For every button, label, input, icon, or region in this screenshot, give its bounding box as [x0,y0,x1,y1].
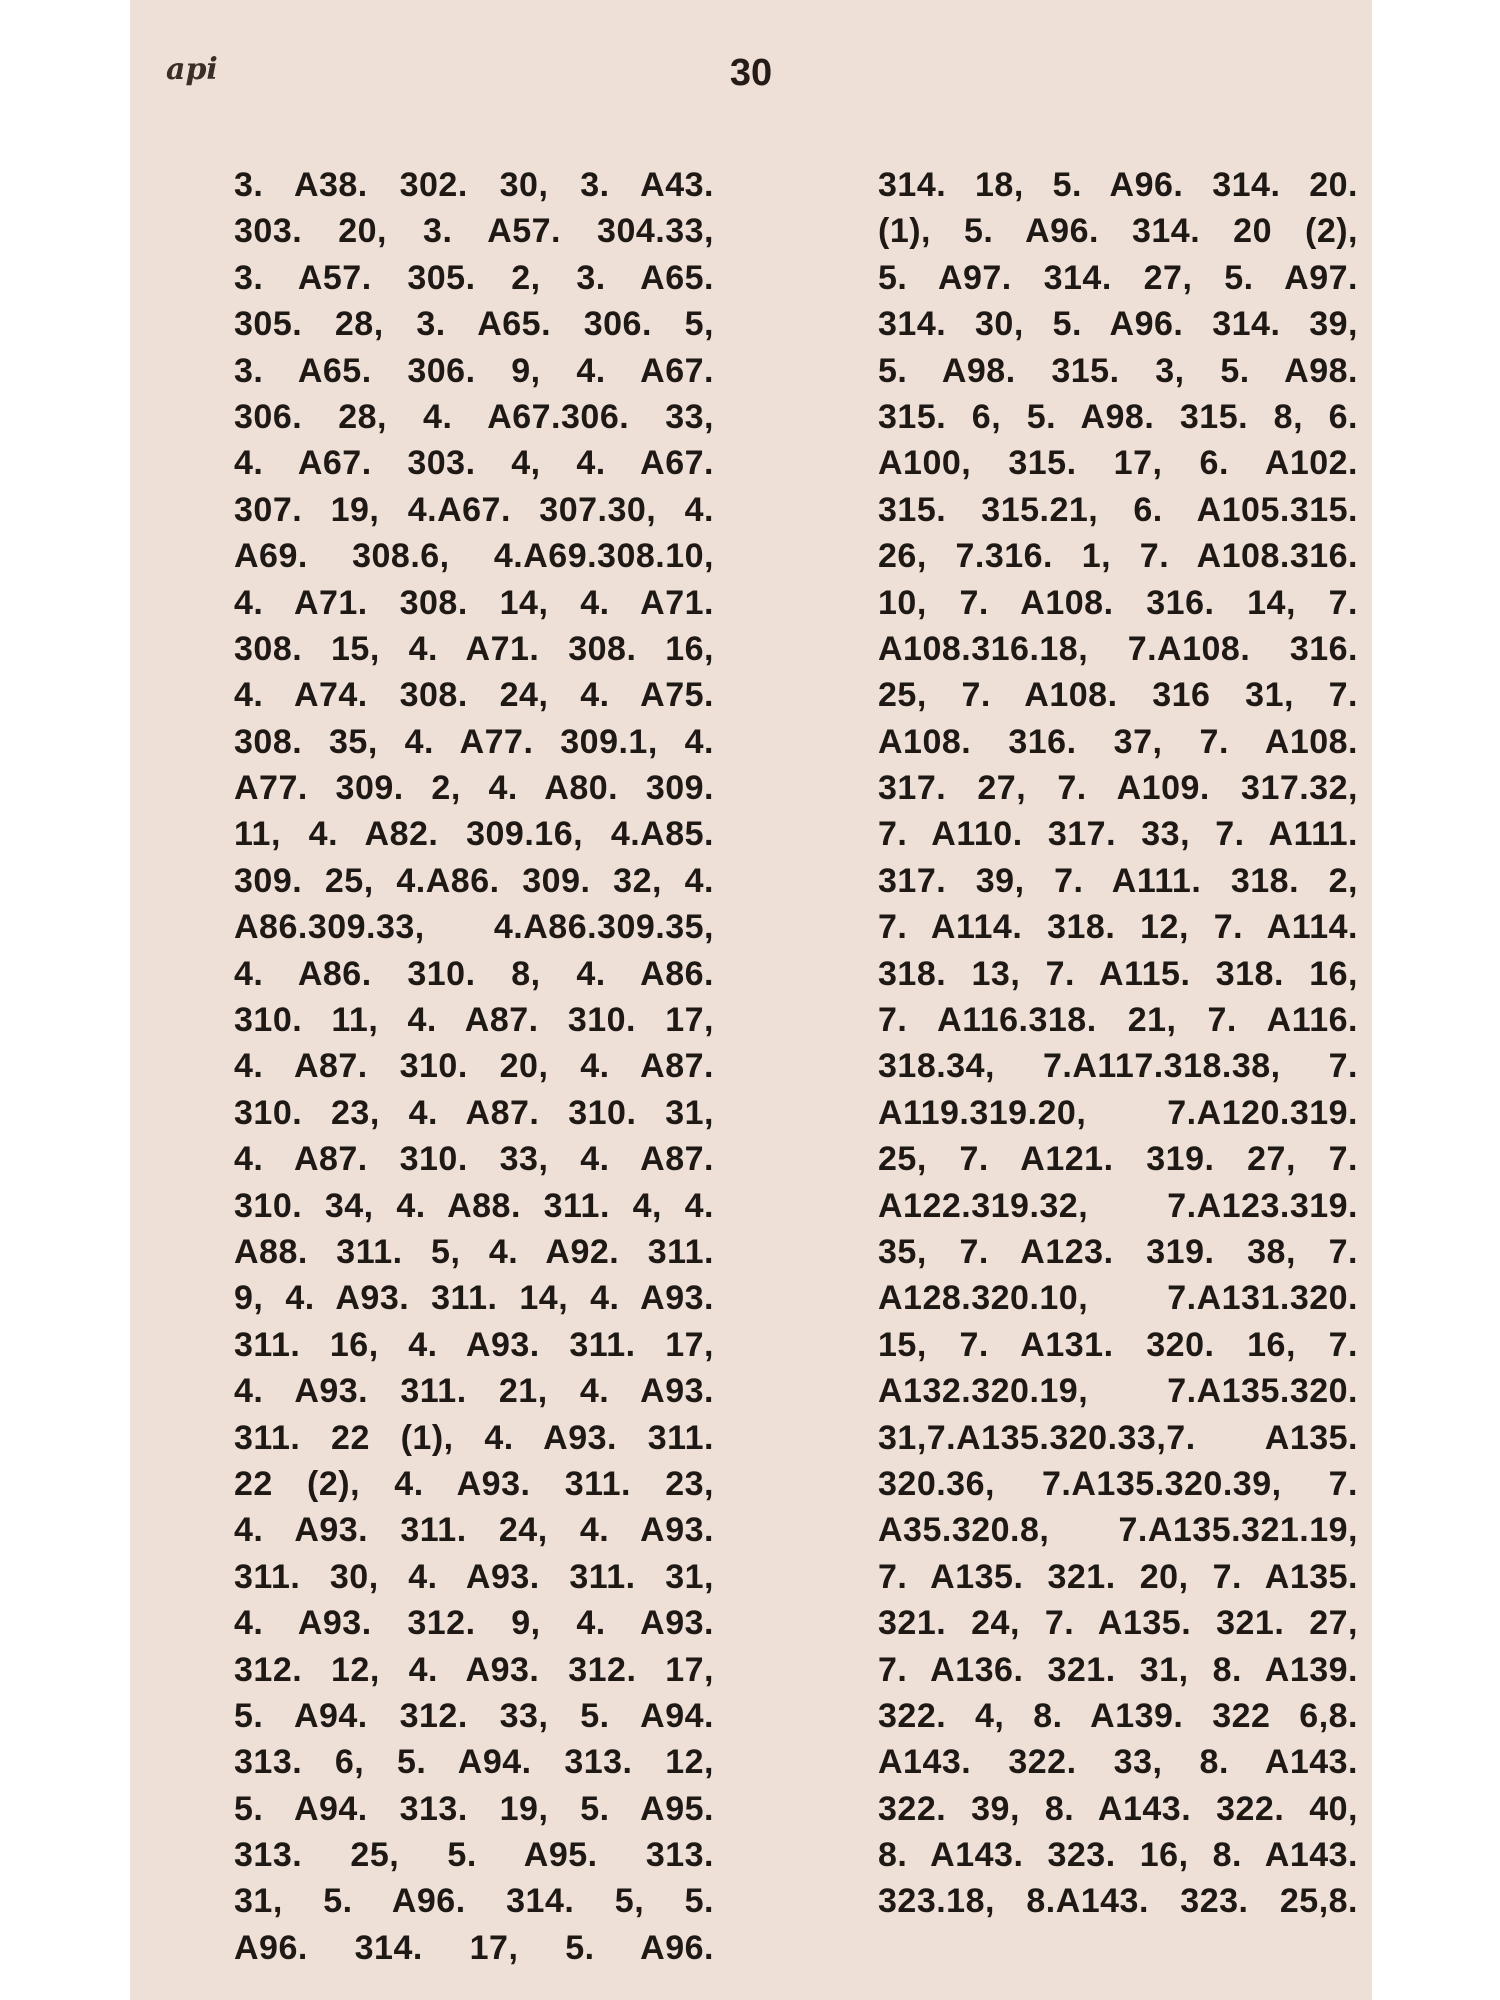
index-line: 3. A38. 302. 30, 3. A43. [234,166,714,204]
index-line: 322. 39, 8. A143. 322. 40, [878,1789,1358,1828]
index-line: 313. 6, 5. A94. 313. 12, [234,1743,714,1782]
index-line: 7. A116.318. 21, 7. A116. [878,1001,1358,1040]
page-number: 30 [729,52,773,94]
index-line: 317. 39, 7. A111. 318. 2, [878,861,1358,900]
index-line: 321. 24, 7. A135. 321. 27, [878,1604,1358,1643]
left-column [234,162,714,1971]
index-line: A108. 316. 37, 7. A108. [878,722,1358,761]
index-line: 4. A87. 310. 20, 4. A87. [234,1047,714,1086]
index-line: 7. A114. 318. 12, 7. A114. [878,908,1358,947]
index-line: 5. A94. 312. 33, 5. A94. [234,1696,714,1735]
index-line: 320.36, 7.A135.320.39, 7. [878,1464,1358,1503]
index-line: 311. 16, 4. A93. 311. 17, [234,1325,714,1364]
index-line: 310. 34, 4. A88. 311. 4, 4. [234,1186,714,1225]
index-line: 317. 27, 7. A109. 317.32, [878,769,1358,808]
index-line: 311. 22 (1), 4. A93. 311. [234,1418,714,1457]
index-line: A143. 322. 33, 8. A143. [878,1743,1358,1782]
index-line: 10, 7. A108. 316. 14, 7. [878,583,1358,622]
index-line: 31, 5. A96. 314. 5, 5. [234,1882,714,1921]
index-line: 315. 6, 5. A98. 315. 8, 6. [878,397,1358,436]
index-line: 4. A87. 310. 33, 4. A87. [234,1140,714,1179]
index-line: 8. A143. 323. 16, 8. A143. [878,1836,1358,1875]
index-line: A35.320.8, 7.A135.321.19, [878,1511,1358,1550]
index-line: 308. 15, 4. A71. 308. 16, [234,629,714,668]
index-line: A77. 309. 2, 4. A80. 309. [234,769,714,808]
index-line: (1), 5. A96. 314. 20 (2), [878,212,1358,251]
index-line: 3. A57. 305. 2, 3. A65. [234,258,714,297]
index-line: 303. 20, 3. A57. 304.33, [234,212,714,251]
index-line: 313. 25, 5. A95. 313. [234,1836,714,1875]
index-line: 4. A74. 308. 24, 4. A75. [234,676,714,715]
index-line: 318.34, 7.A117.318.38, 7. [878,1047,1358,1086]
index-line: 315. 315.21, 6. A105.315. [878,490,1358,529]
index-line: 25, 7. A121. 319. 27, 7. [878,1140,1358,1179]
index-line: 7. A110. 317. 33, 7. A111. [878,815,1358,854]
index-line: 310. 23, 4. A87. 310. 31, [234,1093,714,1132]
index-line: 25, 7. A108. 316 31, 7. [878,676,1358,715]
index-line: 7. A136. 321. 31, 8. A139. [878,1650,1358,1689]
index-line: A88. 311. 5, 4. A92. 311. [234,1232,714,1271]
index-line: 7. A135. 321. 20, 7. A135. [878,1557,1358,1596]
index-line: 305. 28, 3. A65. 306. 5, [234,305,714,344]
index-line: 9, 4. A93. 311. 14, 4. A93. [234,1279,714,1318]
index-line: 310. 11, 4. A87. 310. 17, [234,1001,714,1040]
index-line: 4. A93. 311. 24, 4. A93. [234,1511,714,1550]
index-line: 4. A86. 310. 8, 4. A86. [234,954,714,993]
index-line: A128.320.10, 7.A131.320. [878,1279,1358,1318]
index-line: 318. 13, 7. A115. 318. 16, [878,954,1358,993]
index-line: A108.316.18, 7.A108. 316. [878,629,1358,668]
index-line: 31,7.A135.320.33,7. A135. [878,1418,1358,1457]
index-line: 306. 28, 4. A67.306. 33, [234,397,714,436]
index-line: 26, 7.316. 1, 7. A108.316. [878,537,1358,576]
running-head: api [166,52,218,87]
index-line: 314. 30, 5. A96. 314. 39, [878,305,1358,344]
book-page [130,0,1372,2000]
index-line: 35, 7. A123. 319. 38, 7. [878,1232,1358,1271]
index-line: 323.18, 8.A143. 323. 25,8. [878,1882,1358,1921]
index-line: A100, 315. 17, 6. A102. [878,444,1358,483]
right-column [878,162,1358,1925]
index-line: A122.319.32, 7.A123.319. [878,1186,1358,1225]
index-line: 308. 35, 4. A77. 309.1, 4. [234,722,714,761]
index-line: 4. A67. 303. 4, 4. A67. [234,444,714,483]
index-line: 307. 19, 4.A67. 307.30, 4. [234,490,714,529]
index-line: 5. A94. 313. 19, 5. A95. [234,1789,714,1828]
index-line: A96. 314. 17, 5. A96. [234,1928,714,1967]
index-line: 312. 12, 4. A93. 312. 17, [234,1650,714,1689]
index-line: 5. A97. 314. 27, 5. A97. [878,258,1358,297]
index-line: 3. A65. 306. 9, 4. A67. [234,351,714,390]
index-line: 22 (2), 4. A93. 311. 23, [234,1464,714,1503]
index-line: 5. A98. 315. 3, 5. A98. [878,351,1358,390]
index-line: A86.309.33, 4.A86.309.35, [234,908,714,947]
index-line: 311. 30, 4. A93. 311. 31, [234,1557,714,1596]
index-line: 322. 4, 8. A139. 322 6,8. [878,1696,1358,1735]
index-line: 314. 18, 5. A96. 314. 20. [878,166,1358,204]
index-line: 4. A71. 308. 14, 4. A71. [234,583,714,622]
index-line: 11, 4. A82. 309.16, 4.A85. [234,815,714,854]
index-line: A132.320.19, 7.A135.320. [878,1372,1358,1411]
index-line: 4. A93. 311. 21, 4. A93. [234,1372,714,1411]
index-line: A119.319.20, 7.A120.319. [878,1093,1358,1132]
index-line: A69. 308.6, 4.A69.308.10, [234,537,714,576]
index-line: 15, 7. A131. 320. 16, 7. [878,1325,1358,1364]
index-line: 309. 25, 4.A86. 309. 32, 4. [234,861,714,900]
index-line: 4. A93. 312. 9, 4. A93. [234,1604,714,1643]
